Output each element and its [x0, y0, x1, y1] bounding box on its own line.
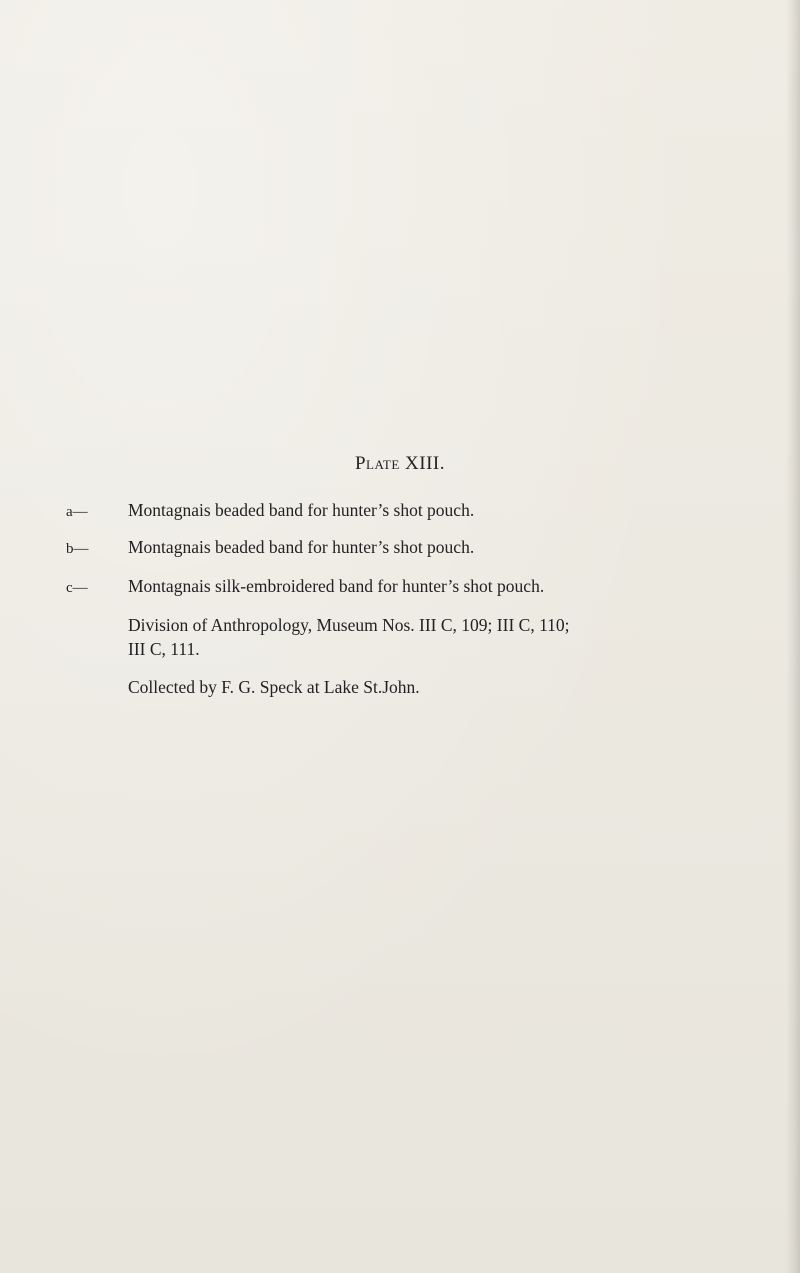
museum-numbers-line-2: III C, 111. [128, 639, 200, 659]
item-text: Montagnais silk-embroidered band for hunter’s shot pouch. [128, 576, 545, 596]
item-letter: b— [66, 541, 89, 557]
item-text: Montagnais beaded band for hunter’s shot pouch. [128, 500, 475, 520]
museum-numbers-line-1: Division of Anthropology, Museum Nos. III C, 109; III C, 110; [128, 615, 570, 635]
item-text: Montagnais beaded band for hunter’s shot pouch. [128, 537, 475, 557]
page-edge-shadow [786, 0, 800, 1273]
plate-title: Plate XIII. [354, 453, 446, 474]
caption-item-c [66, 576, 544, 597]
caption-item-a [66, 500, 474, 521]
item-letter: a— [66, 504, 88, 520]
item-letter: c— [66, 580, 88, 596]
collector-note: Collected by F. G. Speck at Lake St.John. [128, 677, 420, 697]
caption-item-b [66, 537, 474, 558]
